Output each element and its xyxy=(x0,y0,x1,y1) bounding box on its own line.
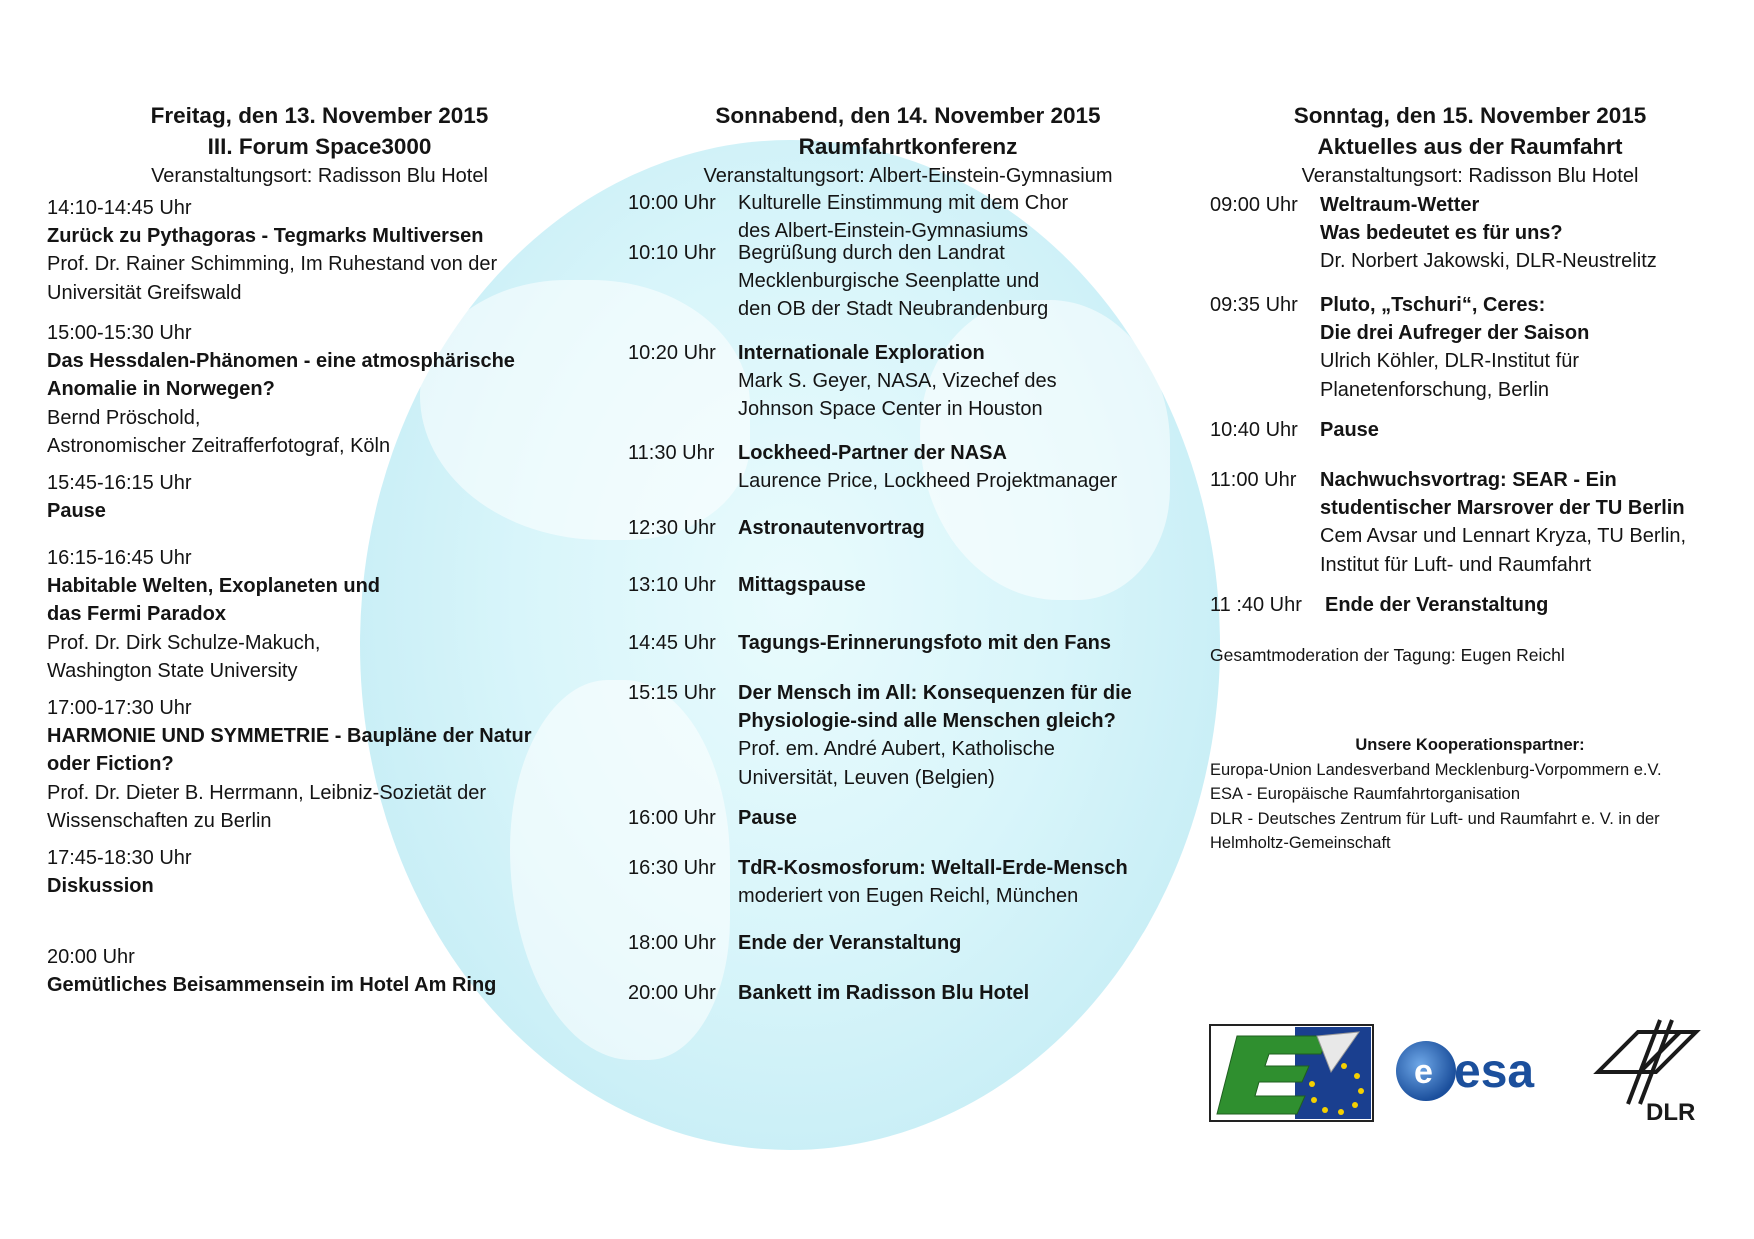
day-sunday-column xyxy=(1210,100,1730,852)
item-speaker: Dr. Norbert Jakowski, DLR-Neustrelitz xyxy=(1320,250,1657,273)
item-time: 20:00 Uhr xyxy=(47,946,135,968)
item-title: Astronautenvortrag xyxy=(738,517,925,539)
item-title: Pause xyxy=(738,807,797,829)
item-title: studentischer Marsrover der TU Berlin xyxy=(1320,497,1685,520)
item-time: 14:45 Uhr xyxy=(628,632,716,654)
item-title: Tagungs-Erinnerungsfoto mit den Fans xyxy=(738,632,1111,654)
item-title: Internationale Exploration xyxy=(738,342,985,364)
item-title: Ende der Veranstaltung xyxy=(1325,594,1549,616)
item-time: 11 :40 Uhr xyxy=(1210,594,1302,616)
item-speaker: Cem Avsar und Lennart Kryza, TU Berlin, xyxy=(1320,525,1687,548)
item-time: 13:10 Uhr xyxy=(628,574,716,596)
day-saturday-column xyxy=(628,100,1188,1004)
dlr-logo-text: DLR xyxy=(1646,1099,1696,1126)
day-date: Freitag, den 13. November 2015 xyxy=(150,103,489,128)
item-title: Physiologie-sind alle Menschen gleich? xyxy=(738,710,1116,733)
schedule-item xyxy=(47,943,592,999)
item-title: Pluto, „Tschuri“, Ceres: xyxy=(1320,294,1546,316)
day-title: Aktuelles aus der Raumfahrt xyxy=(1317,134,1623,159)
item-speaker: Mark S. Geyer, NASA, Vizechef des xyxy=(738,370,1057,393)
schedule-item xyxy=(47,194,592,307)
item-speaker: Ulrich Köhler, DLR-Institut für xyxy=(1320,350,1579,373)
item-speaker: Institut für Luft- und Raumfahrt xyxy=(1320,553,1592,576)
day-date: Sonntag, den 15. November 2015 xyxy=(1293,103,1647,128)
item-speaker: Bernd Pröschold, xyxy=(47,406,201,429)
item-time: 16:30 Uhr xyxy=(628,857,716,879)
item-speaker: Johnson Space Center in Houston xyxy=(738,398,1043,421)
item-speaker: moderiert von Eugen Reichl, München xyxy=(738,885,1079,908)
item-title: Was bedeutet es für uns? xyxy=(1320,222,1563,245)
item-title: Gemütliches Beisammensein im Hotel Am Ring xyxy=(47,974,497,997)
day-header xyxy=(628,100,1188,191)
europa-union-logo-letter: E xyxy=(1275,1102,1276,1103)
day-friday-column xyxy=(47,100,592,997)
item-speaker: Laurence Price, Lockheed Projektmanager xyxy=(738,470,1118,493)
item-title: Diskussion xyxy=(47,875,154,898)
item-title: das Fermi Paradox xyxy=(47,603,226,626)
item-speaker: Universität Greifswald xyxy=(47,281,242,304)
item-title: HARMONIE UND SYMMETRIE - Baupläne der Natur xyxy=(47,725,532,748)
day-title: Raumfahrtkonferenz xyxy=(798,134,1018,159)
schedule-item xyxy=(47,844,592,900)
item-text: des Albert-Einstein-Gymnasiums xyxy=(738,220,1029,243)
day-venue: Veranstaltungsort: Radisson Blu Hotel xyxy=(1301,165,1639,187)
item-time: 15:00-15:30 Uhr xyxy=(47,322,192,344)
item-speaker: Prof. Dr. Rainer Schimming, Im Ruhestand von der xyxy=(47,253,498,276)
item-title: Zurück zu Pythagoras - Tegmarks Multiversen xyxy=(47,225,484,248)
item-time: 10:40 Uhr xyxy=(1210,419,1298,441)
partner-line: Europa-Union Landesverband Mecklenburg-Vorpommern e.V. xyxy=(1210,760,1662,779)
item-title: TdR-Kosmosforum: Weltall-Erde-Mensch xyxy=(738,857,1128,879)
item-text: den OB der Stadt Neubrandenburg xyxy=(738,298,1049,321)
schedule-item xyxy=(47,319,592,460)
item-time: 09:00 Uhr xyxy=(1210,194,1298,216)
item-text: Mecklenburgische Seenplatte und xyxy=(738,270,1040,293)
day-venue: Veranstaltungsort: Radisson Blu Hotel xyxy=(151,165,488,187)
item-time: 10:20 Uhr xyxy=(628,342,716,364)
item-time: 17:45-18:30 Uhr xyxy=(47,847,192,869)
partner-line: DLR - Deutsches Zentrum für Luft- und Raumfahrt e. V. in der xyxy=(1210,809,1660,828)
item-time: 10:10 Uhr xyxy=(628,242,716,264)
item-title: Weltraum-Wetter xyxy=(1320,194,1480,216)
item-time: 11:30 Uhr xyxy=(628,442,715,464)
item-title: Habitable Welten, Exoplaneten und xyxy=(47,575,381,598)
item-speaker: Planetenforschung, Berlin xyxy=(1320,378,1550,401)
partners-block xyxy=(1210,733,1730,856)
item-time: 16:00 Uhr xyxy=(628,807,716,829)
item-time: 18:00 Uhr xyxy=(628,932,716,954)
esa-logo-text: esa xyxy=(1454,1045,1535,1098)
item-speaker: Wissenschaften zu Berlin xyxy=(47,809,272,832)
schedule-item xyxy=(47,469,592,525)
item-title: oder Fiction? xyxy=(47,753,174,776)
partner-line: ESA - Europäische Raumfahrtorganisation xyxy=(1210,785,1521,803)
schedule-item xyxy=(47,544,592,685)
moderation-note: Gesamtmoderation der Tagung: Eugen Reichl xyxy=(1210,645,1565,665)
item-text: Kulturelle Einstimmung mit dem Chor xyxy=(738,192,1069,214)
item-time: 14:10-14:45 Uhr xyxy=(47,197,192,219)
day-header xyxy=(1210,100,1730,191)
item-title: Das Hessdalen-Phänomen - eine atmosphärische xyxy=(47,350,515,373)
dlr-logo xyxy=(1588,1016,1706,1126)
schedule-item xyxy=(47,694,592,835)
day-title: III. Forum Space3000 xyxy=(207,134,432,159)
item-time: 15:45-16:15 Uhr xyxy=(47,472,192,494)
item-speaker: Astronomischer Zeitrafferfotograf, Köln xyxy=(47,434,391,457)
item-speaker: Washington State University xyxy=(47,659,298,682)
day-venue: Veranstaltungsort: Albert-Einstein-Gymnasium xyxy=(703,165,1113,187)
item-title: Der Mensch im All: Konsequenzen für die xyxy=(738,682,1132,704)
esa-logo xyxy=(1392,1037,1560,1105)
item-title: Pause xyxy=(47,500,106,523)
item-speaker: Prof. Dr. Dieter B. Herrmann, Leibniz-Sozietät der xyxy=(47,781,487,804)
partner-line: Helmholtz-Gemeinschaft xyxy=(1210,834,1391,852)
item-title: Mittagspause xyxy=(738,574,866,596)
item-title: Lockheed-Partner der NASA xyxy=(738,442,1007,464)
day-date: Sonnabend, den 14. November 2015 xyxy=(715,103,1101,128)
item-title: Die drei Aufreger der Saison xyxy=(1320,322,1590,345)
item-speaker: Universität, Leuven (Belgien) xyxy=(738,766,995,789)
item-speaker: Prof. em. André Aubert, Katholische xyxy=(738,738,1055,761)
item-time: 16:15-16:45 Uhr xyxy=(47,547,192,569)
item-title: Nachwuchsvortrag: SEAR - Ein xyxy=(1320,469,1617,491)
item-text: Begrüßung durch den Landrat xyxy=(738,242,1005,264)
svg-text:e: e xyxy=(1414,1053,1433,1091)
partners-title: Unsere Kooperationspartner: xyxy=(1355,736,1585,754)
item-speaker: Prof. Dr. Dirk Schulze-Makuch, xyxy=(47,631,321,654)
item-time: 10:00 Uhr xyxy=(628,192,716,214)
europa-union-logo xyxy=(1209,1024,1374,1122)
item-time: 20:00 Uhr xyxy=(628,982,716,1004)
item-title: Bankett im Radisson Blu Hotel xyxy=(738,982,1030,1004)
item-title: Ende der Veranstaltung xyxy=(738,932,962,954)
item-time: 11:00 Uhr xyxy=(1210,469,1297,491)
item-time: 15:15 Uhr xyxy=(628,682,716,704)
item-time: 17:00-17:30 Uhr xyxy=(47,697,192,719)
item-time: 09:35 Uhr xyxy=(1210,294,1298,316)
item-time: 12:30 Uhr xyxy=(628,517,716,539)
day-header xyxy=(47,100,592,191)
item-title: Anomalie in Norwegen? xyxy=(47,378,275,401)
item-title: Pause xyxy=(1320,419,1379,441)
